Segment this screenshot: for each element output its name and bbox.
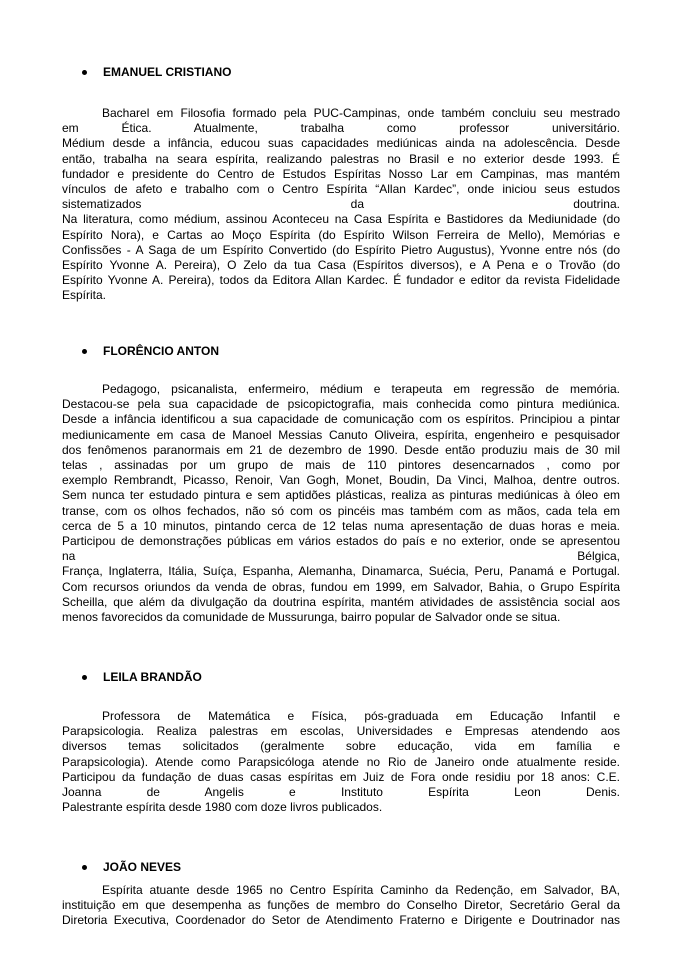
bio-line: Palestrante espírita desde 1980 com doze livros publicados. bbox=[62, 800, 383, 815]
bio-line: Participou de demonstrações públicas em vários estados do país e no exterior, onde se apresentou bbox=[62, 534, 620, 549]
bio-line: Bacharel em Filosofia formado pela PUC-Campinas, onde também concluiu seu mestrado bbox=[102, 106, 620, 120]
bio-line: em Ética. Atualmente, trabalha como professor universitário. bbox=[62, 121, 620, 136]
bio-line: Diretoria Executiva, Coordenador do Setor de Atendimento Fraterno e Dirigente e Doutrinador nas bbox=[62, 913, 620, 928]
bio-line: Espírita. bbox=[62, 288, 107, 303]
section-heading-leila bbox=[82, 670, 202, 684]
section-title: JOÃO NEVES bbox=[103, 860, 182, 874]
bio-line: Destacou-se pela sua capacidade de psicopictografia, mais conhecida como pintura mediúnica. bbox=[62, 397, 620, 412]
bio-line: Espírita atuante desde 1965 no Centro Espírita Caminho da Redenção, em Salvador, BA, bbox=[102, 883, 620, 897]
section-heading-florencio bbox=[82, 344, 219, 358]
bio-line: fundador e presidente do Centro de Estudos Espíritas Nosso Lar em Campinas, mas mantém bbox=[62, 166, 620, 181]
bio-line: Professora de Matemática e Física, pós-graduada em Educação Infantil e bbox=[102, 709, 620, 723]
bio-paragraph-emanuel bbox=[62, 106, 620, 304]
bio-line: mediunicamente em casa de Manoel Messias Canuto Oliveira, espírita, engenheiro e pesquisador bbox=[62, 427, 620, 442]
bio-line: Médium desde a infância, educou suas capacidades mediúnicas ainda na adolescência. Desde bbox=[62, 136, 620, 151]
bio-line: Scheilla, que além da divulgação da doutrina espírita, mantém atividades de assistência social aos bbox=[62, 594, 620, 609]
bullet-icon bbox=[82, 865, 87, 870]
bio-line: Participou da fundação de duas casas espíritas em Juiz de Fora onde residiu por 18 anos: C.E. bbox=[62, 769, 620, 784]
bio-line: Com recursos oriundos da venda de obras, fundou em 1999, em Salvador, Bahia, o Grupo Espírita bbox=[62, 579, 620, 594]
bio-line: França, Inglaterra, Itália, Suíça, Espanha, Alemanha, Dinamarca, Suécia, Peru, Panamá e Portugal. bbox=[62, 564, 620, 579]
bio-line: na Bélgica, bbox=[62, 549, 620, 564]
bio-paragraph-florencio bbox=[62, 382, 620, 625]
bio-line: Na literatura, como médium, assinou Aconteceu na Casa Espírita e Bastidores da Mediunidade (do bbox=[62, 212, 620, 227]
bio-line: Desde a infância identificou a sua capacidade de comunicação com os espíritos. Principiou a pintar bbox=[62, 412, 620, 427]
bio-line: Pedagogo, psicanalista, enfermeiro, médium e terapeuta em regressão de memória. bbox=[102, 382, 620, 396]
bio-line: cerca de 5 a 10 minutos, pintando cerca de 12 telas numa apresentação de duas horas e meia. bbox=[62, 518, 620, 533]
bio-line: Espírito Yvonne A. Pereira), todos da Editora Allan Kardec. É fundador e editor da revista Fidelidade bbox=[62, 273, 620, 288]
bio-line: diversos temas solicitados (geralmente sobre educação, vida em família e bbox=[62, 739, 620, 754]
section-title: FLORÊNCIO ANTON bbox=[103, 344, 219, 358]
bullet-icon bbox=[82, 70, 87, 75]
section-heading-joao bbox=[82, 860, 181, 874]
bio-line: então, trabalha na seara espírita, realizando palestras no Brasil e no exterior desde 1993. É bbox=[62, 151, 620, 166]
bio-line: Joanna de Angelis e Instituto Espírita Leon Denis. bbox=[62, 785, 620, 800]
bio-line: Parapsicologia. Realiza palestras em escolas, Universidades e Empresas atendendo aos bbox=[62, 724, 620, 739]
section-title: EMANUEL CRISTIANO bbox=[103, 65, 232, 79]
bio-line: Sem nunca ter estudado pintura e sem aptidões plásticas, realiza as pinturas mediúnicas à óleo em bbox=[62, 488, 620, 503]
bio-line: sistematizados da doutrina. bbox=[62, 197, 620, 212]
bio-paragraph-leila bbox=[62, 709, 620, 815]
bio-line: Espírito Yvonne A. Pereira), O Zelo da tua Casa (Espíritos diversos), e A Pena e o Trovão (do bbox=[62, 258, 620, 273]
bullet-icon bbox=[82, 349, 87, 354]
bio-paragraph-joao bbox=[62, 883, 620, 929]
bio-line: Confissões - A Saga de um Espírito Convertido (do Espírito Pietro Augustus), Yvonne entre nós (do bbox=[62, 242, 620, 257]
bio-line: vínculos de afeto e trabalho com o Centro Espírita “Allan Kardec”, onde iniciou seus estudos bbox=[62, 182, 620, 197]
section-title: LEILA BRANDÃO bbox=[103, 670, 202, 684]
bio-line: instituição em que desempenha as funções de membro do Conselho Diretor, Secretário Geral da bbox=[62, 898, 620, 913]
bio-line: menos favorecidos da comunidade de Mussurunga, bairro popular de Salvador onde se situa. bbox=[62, 610, 561, 625]
section-heading-emanuel bbox=[82, 65, 231, 79]
bio-line: Espírito Nora), e Cartas ao Moço Espírita (do Espírito Wilson Ferreira de Mello), Memórias e bbox=[62, 227, 620, 242]
bullet-icon bbox=[82, 675, 87, 680]
bio-line: telas , assinadas por um grupo de mais de 110 pintores desencarnados , como por bbox=[62, 458, 620, 473]
bio-line: transe, com os olhos fechados, não só com os pincéis mas também com as mãos, cada tela em bbox=[62, 503, 620, 518]
bio-line: dos fenômenos paranormais em 21 de dezembro de 1990. Desde então produziu mais de 30 mil bbox=[62, 442, 620, 457]
bio-line: Parapsicologia). Atende como Parapsicóloga atende no Rio de Janeiro onde atualmente reside. bbox=[62, 754, 620, 769]
bio-line: exemplo Rembrandt, Picasso, Renoir, Van Gogh, Monet, Boudin, Da Vinci, Malhoa, dentre outros. bbox=[62, 473, 620, 488]
